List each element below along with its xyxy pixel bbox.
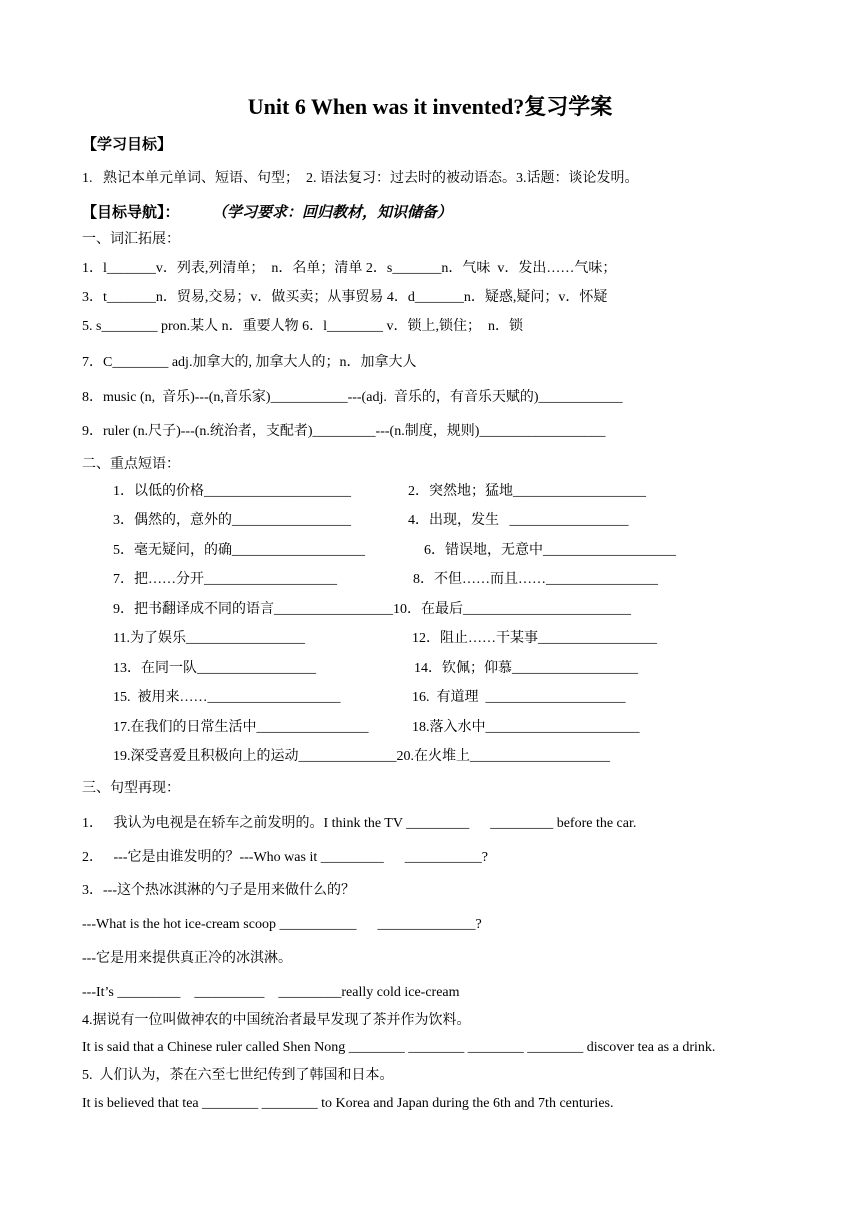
text-line: 1．以低的价格_____________________	[113, 484, 351, 499]
text-line: 14．钦佩；仰慕__________________	[414, 661, 638, 676]
text-line: ---它是用来提供真正冷的冰淇淋。	[82, 951, 292, 966]
page-title: Unit 6 When was it invented?复习学案	[247, 94, 613, 119]
text-line: 2． ---它是由谁发明的？---Who was it _________ ___________?	[82, 850, 488, 865]
text-line: 5. s________ pron.某人 n．重要人物 6．l________ v．锁上,锁住； n．锁	[82, 319, 523, 334]
text-line: 三、句型再现：	[82, 781, 180, 796]
text-line: 16. 有道理 ____________________	[412, 690, 626, 705]
text-line: 1．l_______v．列表,列清单； n．名单；清单 2．s_______n．气味 v．发出……气味；	[82, 261, 617, 276]
text-line: 1. 熟记本单元单词、短语、句型； 2. 语法复习：过去时的被动语态。3.话题：谈论发明。	[82, 171, 639, 186]
text-line: 二、重点短语：	[82, 457, 180, 472]
text-line: 【学习目标】	[82, 137, 173, 153]
text-line: 7．把……分开___________________	[113, 572, 337, 587]
text-line: 4.据说有一位叫做神农的中国统治者最早发现了茶并作为饮料。	[82, 1013, 471, 1028]
text-line: 8．music (n, 音乐)---(n,音乐家)___________---(adj. 音乐的，有音乐天赋的)____________	[82, 390, 623, 405]
text-line: 19.深受喜爱且积极向上的运动______________20.在火堆上____________________	[113, 749, 610, 764]
text-line: 5. 人们认为，茶在六至七世纪传到了韩国和日本。	[82, 1068, 394, 1083]
text-line: 18.落入水中______________________	[412, 720, 640, 735]
text-line: 9．ruler (n.尺子)---(n.统治者，支配者)_________---(n.制度，规则)__________________	[82, 424, 606, 439]
text-line: 4．出现，发生 _________________	[408, 513, 629, 528]
text-line: 6．错误地，无意中___________________	[424, 543, 676, 558]
text-line: 1． 我认为电视是在轿车之前发明的。I think the TV _________ _________ before the car.	[82, 816, 637, 831]
text-line: ---What is the hot ice-cream scoop ___________ ______________?	[82, 917, 482, 932]
text-line: 13．在同一队_________________	[113, 661, 316, 676]
text-line: 15. 被用来……___________________	[113, 690, 341, 705]
text-line: 12．阻止……干某事_________________	[412, 631, 657, 646]
text-line: 11.为了娱乐_________________	[113, 631, 305, 646]
text-line: 3．---这个热冰淇淋的勺子是用来做什么的？	[82, 883, 355, 898]
text-line: It is believed that tea ________ ________ to Korea and Japan during the 6th and 7th centuries.	[82, 1096, 614, 1111]
text-line: （学习要求：回归教材，知识储备）	[212, 205, 453, 221]
text-line: ---It’s _________ __________ _________really cold ice-cream	[82, 985, 460, 1000]
text-line: 8．不但……而且……________________	[413, 572, 658, 587]
text-line: 9．把书翻译成不同的语言_________________10．在最后________________________	[113, 602, 631, 617]
text-line: 一、词汇拓展：	[82, 232, 180, 247]
text-line: 2．突然地；猛地___________________	[408, 484, 646, 499]
text-line: 3．t_______n．贸易,交易；v．做买卖；从事贸易 4．d_______n．疑惑,疑问；v．怀疑	[82, 290, 608, 305]
text-line: 3．偶然的，意外的_________________	[113, 513, 351, 528]
text-line: 7．C________ adj.加拿大的, 加拿大人的；n．加拿大人	[82, 355, 417, 370]
text-line: 5．毫无疑问，的确___________________	[113, 543, 365, 558]
text-line: 【目标导航】：	[82, 205, 180, 221]
text-line: 17.在我们的日常生活中________________	[113, 720, 369, 735]
text-line: It is said that a Chinese ruler called Shen Nong ________ ________ ________ ________ discover tea as a drink.	[82, 1040, 716, 1055]
